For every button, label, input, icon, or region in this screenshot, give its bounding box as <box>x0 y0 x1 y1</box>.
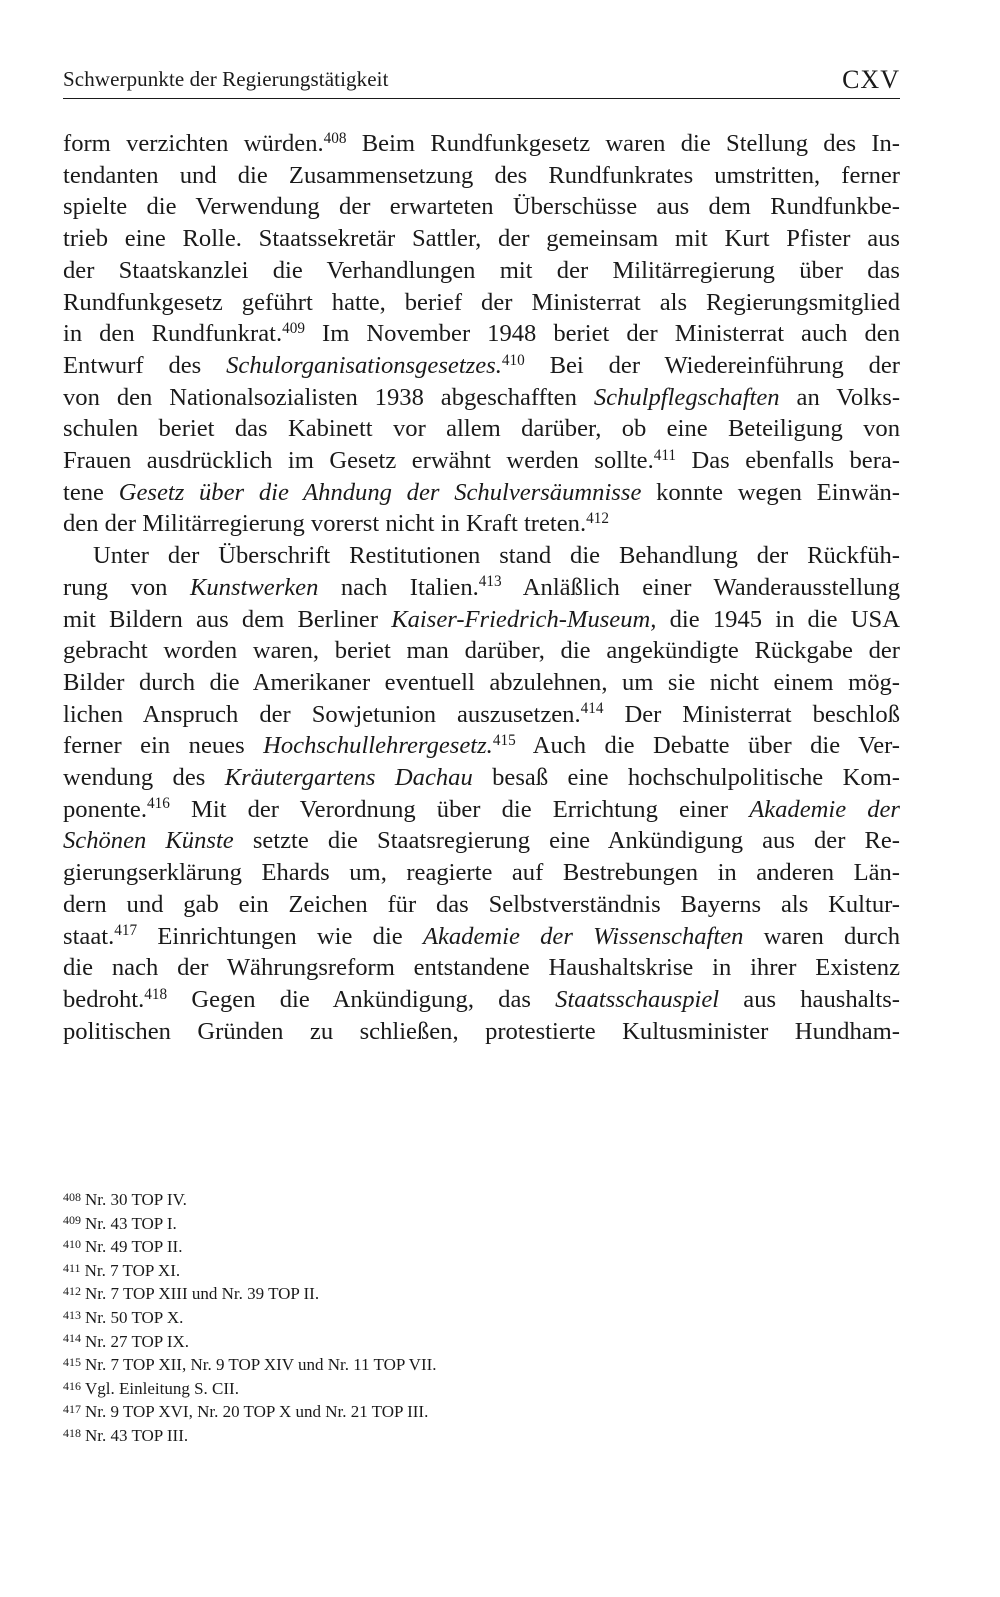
footnote-number: 412 <box>63 1284 81 1299</box>
text-line <box>63 318 900 350</box>
text-run: Rundfunkgesetz geführt hatte, berief der Ministerrat als Regierungsmitglied <box>63 288 900 316</box>
footnote <box>63 1378 900 1402</box>
text-run: besaß eine hochschulpolitische Kom- <box>472 764 900 792</box>
italic-term: Kräutergartens Dachau <box>224 764 473 792</box>
text-run: Auch die Debatte über die Ver- <box>515 732 900 760</box>
footnote <box>63 1307 900 1331</box>
footnote-number: 417 <box>63 1402 81 1417</box>
footnote-ref: 417 <box>114 922 138 940</box>
italic-term: Schulpflegschaften <box>593 383 780 411</box>
text-run: Das ebenfalls bera- <box>676 447 900 475</box>
text-run: ferner ein neues <box>63 732 264 760</box>
text-line <box>63 825 900 857</box>
footnote-text: Nr. 7 TOP XI. <box>84 1260 181 1280</box>
text-run: Mit der Verordnung über die Errichtung einer <box>169 795 750 823</box>
footnote <box>63 1425 900 1449</box>
footnote <box>63 1213 900 1237</box>
footnote-ref: 409 <box>282 319 305 337</box>
footnote-text: Nr. 30 TOP IV. <box>85 1190 187 1209</box>
text-line <box>63 667 900 699</box>
text-run: spielte die Verwendung der erwarteten Überschüsse aus dem Rundfunkbe- <box>63 193 900 221</box>
footnote-ref: 411 <box>653 446 677 464</box>
text-line <box>63 160 900 192</box>
footnote-ref: 408 <box>323 129 347 147</box>
footnote-number: 411 <box>63 1260 81 1275</box>
text-run: Frauen ausdrücklich im Gesetz erwähnt werden sollte. <box>63 447 654 475</box>
footnote-number: 408 <box>63 1189 81 1204</box>
text-run: waren durch <box>743 922 900 950</box>
text-line <box>63 730 900 762</box>
text-line <box>63 857 900 889</box>
footnote-text: Nr. 43 TOP III. <box>85 1425 189 1445</box>
footnote-text: Nr. 49 TOP II. <box>85 1237 183 1257</box>
text-run: ponente. <box>63 795 148 823</box>
text-run: Entwurf des <box>63 351 227 379</box>
footnote-text: Nr. 9 TOP XVI, Nr. 20 TOP X und Nr. 21 TOP III. <box>85 1402 429 1422</box>
footnote <box>63 1189 900 1213</box>
text-run: tene <box>63 478 119 506</box>
text-line <box>63 952 900 984</box>
footnote-ref: 415 <box>492 731 516 749</box>
text-line <box>63 445 900 477</box>
text-line <box>63 762 900 794</box>
footnote-text: Nr. 7 TOP XII, Nr. 9 TOP XIV und Nr. 11 TOP VII. <box>85 1355 437 1375</box>
text-run: gebracht worden waren, beriet man darüber, die angekündigte Rückgabe der <box>63 637 900 665</box>
footnote-number: 415 <box>63 1354 81 1369</box>
text-run: Anläßlich einer Wanderausstellung <box>501 573 900 601</box>
text-line <box>63 477 900 509</box>
footnote <box>63 1283 900 1307</box>
footnotes <box>63 1189 900 1449</box>
footnote-text: Nr. 50 TOP X. <box>85 1307 184 1327</box>
text-run: aus haushalts- <box>719 985 900 1013</box>
footnote-ref: 416 <box>147 795 170 813</box>
footnote-number: 416 <box>63 1378 81 1393</box>
text-run: form verzichten würden. <box>63 130 324 157</box>
footnote-ref: 413 <box>478 573 502 591</box>
text-line <box>63 889 900 921</box>
text-run: der Staatskanzlei die Verhandlungen mit der Militärregierung über das <box>63 256 900 284</box>
italic-term: Hochschullehrergesetz. <box>263 732 493 760</box>
running-header <box>63 60 900 99</box>
italic-term: Gesetz über die Ahndung der Schulversäumnisse <box>118 478 642 506</box>
text-run: schulen beriet das Kabinett vor allem darüber, ob eine Beteiligung von <box>63 415 900 443</box>
italic-term: Akademie der <box>749 795 901 823</box>
text-run: an Volks- <box>779 383 901 411</box>
text-line <box>63 413 900 445</box>
footnote <box>63 1401 900 1425</box>
text-run: Beim Rundfunkgesetz waren die Stellung des In- <box>346 130 900 157</box>
running-title: Schwerpunkte der Regierungstätigkeit <box>63 67 389 91</box>
footnote-number: 418 <box>63 1425 81 1440</box>
text-run: tendanten und die Zusammensetzung des Rundfunkrates umstritten, ferner <box>63 161 900 189</box>
footnote-number: 410 <box>63 1237 81 1251</box>
text-line <box>63 508 900 540</box>
footnote-text: Nr. 7 TOP XIII und Nr. 39 TOP II. <box>85 1284 320 1304</box>
footnote-text: Nr. 27 TOP IX. <box>85 1331 190 1351</box>
text-run: wendung des <box>63 764 225 792</box>
footnote <box>63 1354 900 1378</box>
text-run: staat. <box>63 922 115 950</box>
text-line <box>63 255 900 287</box>
text-line <box>63 128 900 160</box>
text-line <box>63 382 900 414</box>
italic-term: Staatsschauspiel <box>555 985 720 1013</box>
page-number: CXV <box>842 65 900 94</box>
text-run: Einrichtungen wie die <box>137 922 423 950</box>
text-run: trieb eine Rolle. Staatssekretär Sattler, der gemeinsam mit Kurt Pfister aus <box>63 225 900 253</box>
text-run: Unter der Überschrift Restitutionen stand die Behandlung der Rückfüh- <box>93 542 900 570</box>
footnote-ref: 410 <box>501 351 525 369</box>
text-run: dern und gab ein Zeichen für das Selbstverständnis Bayerns als Kultur- <box>63 890 900 918</box>
text-line <box>63 191 900 223</box>
italic-term: Akademie der Wissenschaften <box>422 922 744 950</box>
text-line <box>63 984 900 1016</box>
text-line <box>63 635 900 667</box>
text-run: lichen Anspruch der Sowjetunion auszusetzen. <box>63 700 581 728</box>
footnote-text: Nr. 43 TOP I. <box>85 1213 177 1233</box>
text-run: Im November 1948 beriet der Ministerrat auch den <box>305 320 900 348</box>
text-run: nach Italien. <box>318 573 479 601</box>
text-line <box>63 350 900 382</box>
italic-term: Schönen Künste <box>63 827 234 855</box>
text-run: Bei der Wiedereinführung der <box>524 351 901 379</box>
text-line <box>63 1016 900 1048</box>
footnote <box>63 1331 900 1355</box>
text-run: von den Nationalsozialisten 1938 abgeschafften <box>63 383 594 411</box>
footnote-ref: 418 <box>144 985 168 1003</box>
footnote <box>63 1260 900 1284</box>
text-run: politischen Gründen zu schließen, protestierte Kultusminister Hundham- <box>63 1017 900 1045</box>
text-run: mit Bildern aus dem Berliner <box>63 605 392 633</box>
text-line <box>63 223 900 255</box>
text-line <box>63 604 900 636</box>
text-run: setzte die Staatsregierung eine Ankündigung aus der Re- <box>233 827 900 855</box>
text-run: konnte wegen Einwän- <box>641 478 900 506</box>
text-run: gierungserklärung Ehards um, reagierte auf Bestrebungen in anderen Län- <box>63 859 900 887</box>
text-run: die 1945 in die USA <box>656 605 900 633</box>
italic-term: Kaiser-Friedrich-Museum, <box>391 605 657 633</box>
footnote-ref: 414 <box>580 700 604 718</box>
text-line <box>63 699 900 731</box>
text-run: rung von <box>63 573 190 601</box>
italic-term: Schulorganisationsgesetzes. <box>226 351 502 379</box>
text-line <box>63 794 900 826</box>
text-run: den der Militärregierung vorerst nicht in Kraft treten. <box>63 510 587 538</box>
italic-term: Kunstwerken <box>189 573 319 601</box>
text-run: Der Ministerrat beschloß <box>603 700 900 728</box>
text-run: bedroht. <box>63 985 145 1013</box>
text-line <box>63 287 900 319</box>
text-line <box>63 572 900 604</box>
footnote-number: 409 <box>63 1213 81 1228</box>
footnote-number: 414 <box>63 1331 81 1346</box>
footnote-ref: 412 <box>586 510 609 528</box>
body-text <box>63 128 900 1047</box>
text-run: Gegen die Ankündigung, das <box>167 985 556 1013</box>
text-line <box>63 540 900 572</box>
text-run: die nach der Währungsreform entstandene Haushaltskrise in ihrer Existenz <box>63 954 900 982</box>
footnote-text: Vgl. Einleitung S. CII. <box>85 1378 239 1398</box>
text-run: in den Rundfunkrat. <box>63 320 283 348</box>
text-line <box>63 921 900 953</box>
footnote <box>63 1236 900 1260</box>
text-run: Bilder durch die Amerikaner eventuell abzulehnen, um sie nicht einem mög- <box>63 668 900 696</box>
footnote-number: 413 <box>63 1307 81 1322</box>
